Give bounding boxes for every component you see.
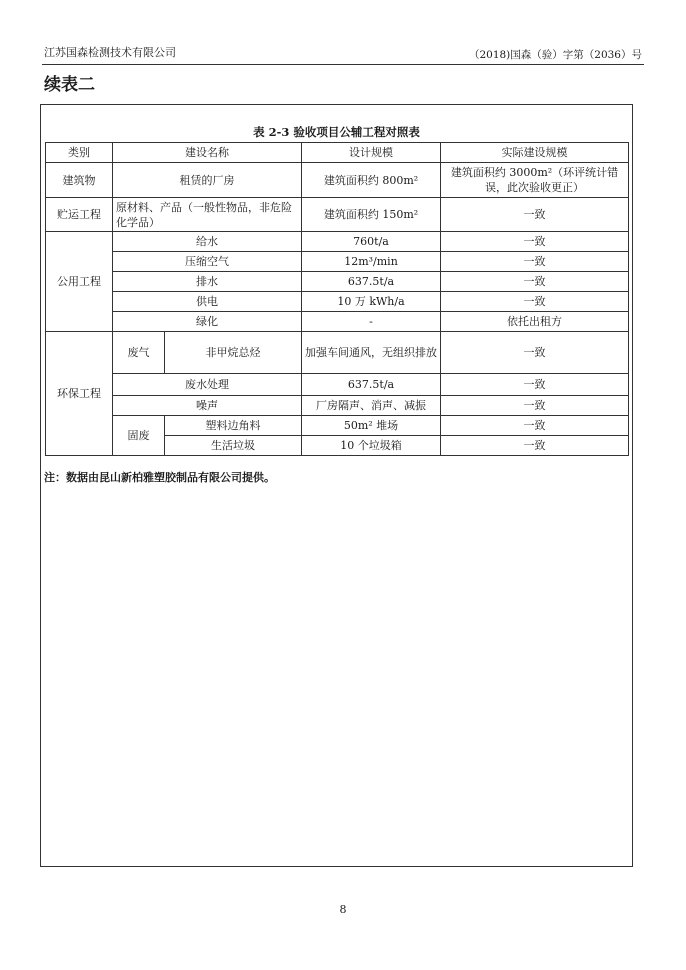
col-header-name: 建设名称 bbox=[113, 143, 302, 163]
table-row bbox=[46, 332, 629, 374]
design-cell: 637.5t/a bbox=[302, 374, 441, 396]
subcategory-cell: 固废 bbox=[113, 416, 165, 456]
name-cell: 租赁的厂房 bbox=[113, 163, 302, 198]
name-cell: 废水处理 bbox=[113, 374, 302, 396]
table-caption: 表 2-3 验收项目公辅工程对照表 bbox=[253, 125, 420, 139]
actual-cell: 建筑面积约 3000m²（环评统计错误，此次验收更正） bbox=[441, 163, 629, 198]
table-row bbox=[46, 232, 629, 252]
design-cell: 760t/a bbox=[302, 232, 441, 252]
name-cell: 绿化 bbox=[113, 312, 302, 332]
design-cell: - bbox=[302, 312, 441, 332]
actual-cell: 一致 bbox=[441, 396, 629, 416]
name-cell: 排水 bbox=[113, 272, 302, 292]
table-row bbox=[46, 272, 629, 292]
name-cell: 生活垃圾 bbox=[165, 436, 302, 456]
design-cell: 建筑面积约 800m² bbox=[302, 163, 441, 198]
category-cell: 建筑物 bbox=[46, 163, 113, 198]
table-row bbox=[46, 374, 629, 396]
design-cell: 厂房隔声、消声、减振 bbox=[302, 396, 441, 416]
facilities-table bbox=[45, 142, 629, 456]
header-rule bbox=[42, 64, 644, 65]
table-row bbox=[46, 198, 629, 232]
col-header-actual: 实际建设规模 bbox=[441, 143, 629, 163]
subcategory-cell: 废气 bbox=[113, 332, 165, 374]
col-header-design: 设计规模 bbox=[302, 143, 441, 163]
design-cell: 加强车间通风，无组织排放 bbox=[302, 332, 441, 374]
name-cell: 原材料、产品（一般性物品，非危险化学品） bbox=[113, 198, 302, 232]
name-cell: 给水 bbox=[113, 232, 302, 252]
actual-cell: 一致 bbox=[441, 272, 629, 292]
actual-cell: 一致 bbox=[441, 292, 629, 312]
category-cell: 贮运工程 bbox=[46, 198, 113, 232]
col-header-category: 类别 bbox=[46, 143, 113, 163]
actual-cell: 一致 bbox=[441, 374, 629, 396]
name-cell: 非甲烷总烃 bbox=[165, 332, 302, 374]
actual-cell: 一致 bbox=[441, 252, 629, 272]
name-cell: 塑料边角料 bbox=[165, 416, 302, 436]
table-row bbox=[46, 312, 629, 332]
design-cell: 10 个垃圾箱 bbox=[302, 436, 441, 456]
table-row bbox=[46, 292, 629, 312]
design-cell: 10 万 kWh/a bbox=[302, 292, 441, 312]
design-cell: 50m² 堆场 bbox=[302, 416, 441, 436]
actual-cell: 一致 bbox=[441, 332, 629, 374]
table-header-row bbox=[46, 143, 629, 163]
table-row bbox=[46, 416, 629, 436]
design-cell: 637.5t/a bbox=[302, 272, 441, 292]
actual-cell: 一致 bbox=[441, 198, 629, 232]
name-cell: 噪声 bbox=[113, 396, 302, 416]
page-number: 8 bbox=[339, 903, 347, 916]
actual-cell: 一致 bbox=[441, 416, 629, 436]
design-cell: 建筑面积约 150m² bbox=[302, 198, 441, 232]
header-company: 江苏国森检测技术有限公司 bbox=[44, 46, 176, 59]
actual-cell: 一致 bbox=[441, 232, 629, 252]
design-cell: 12m³/min bbox=[302, 252, 441, 272]
table-row bbox=[46, 252, 629, 272]
name-cell: 供电 bbox=[113, 292, 302, 312]
actual-cell: 依托出租方 bbox=[441, 312, 629, 332]
header-doc-number: （2018)国森（验）字第（2036）号 bbox=[468, 49, 642, 61]
section-title: 续表二 bbox=[44, 75, 95, 95]
name-cell: 压缩空气 bbox=[113, 252, 302, 272]
table-row bbox=[46, 396, 629, 416]
category-cell: 公用工程 bbox=[46, 232, 113, 332]
category-cell: 环保工程 bbox=[46, 332, 113, 456]
table-note: 注：数据由昆山新柏雅塑胶制品有限公司提供。 bbox=[44, 471, 275, 484]
table-row bbox=[46, 163, 629, 198]
actual-cell: 一致 bbox=[441, 436, 629, 456]
